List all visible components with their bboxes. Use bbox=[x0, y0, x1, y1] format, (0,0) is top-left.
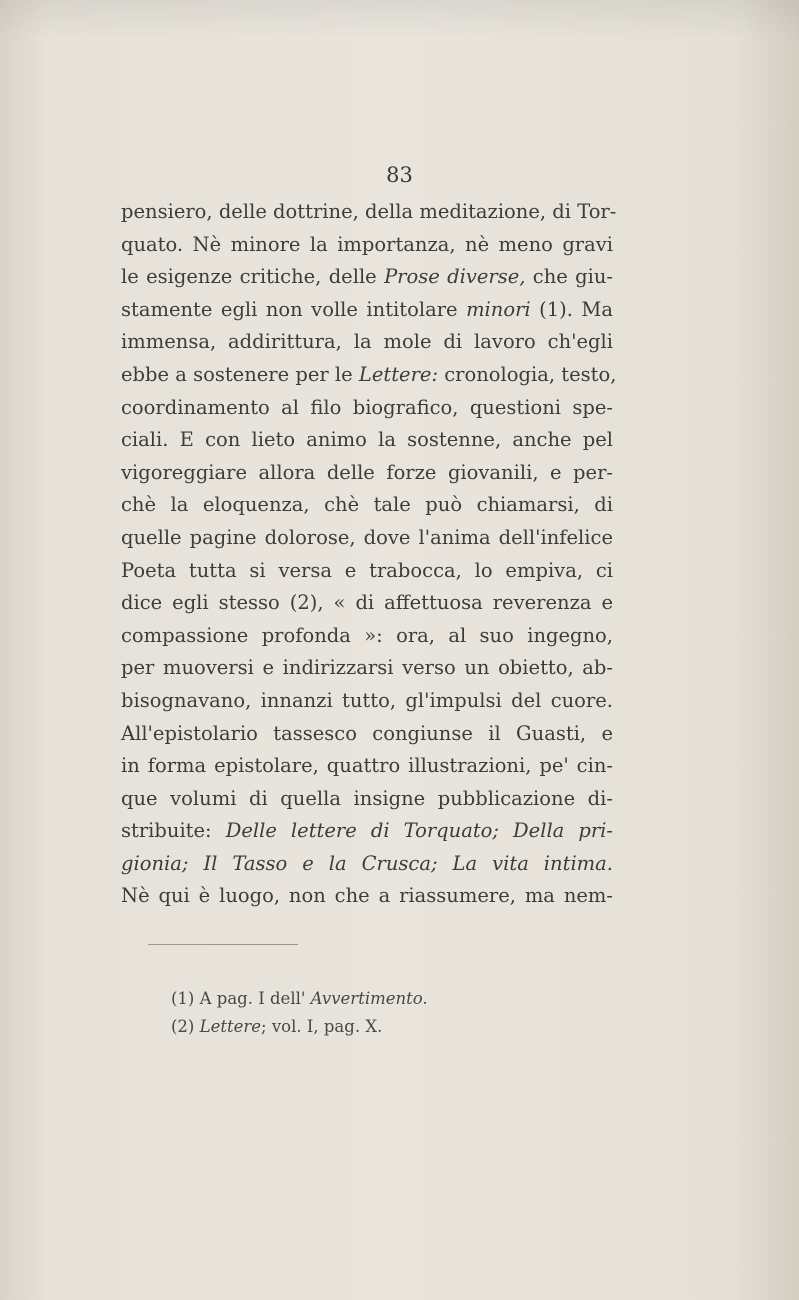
text-line bbox=[121, 652, 613, 685]
text-line bbox=[121, 587, 613, 620]
text-segment: Nè qui è luogo, non che a riassumere, ma nem- bbox=[121, 884, 613, 908]
text-segment: que volumi di quella insigne pubblicazione di- bbox=[121, 786, 613, 810]
footnote-separator bbox=[148, 944, 298, 945]
text-segment: quato. Nè minore la importanza, nè meno gravi bbox=[121, 232, 613, 256]
text-segment: che giu- bbox=[525, 265, 613, 289]
text-line bbox=[121, 392, 613, 425]
text-line bbox=[121, 750, 613, 783]
text-line bbox=[121, 555, 613, 588]
italic-title: minori bbox=[466, 297, 531, 321]
text-line bbox=[121, 848, 613, 881]
text-line bbox=[121, 620, 613, 653]
text-line bbox=[121, 489, 613, 522]
text-line bbox=[121, 815, 613, 848]
text-segment: vigoreggiare allora delle forze giovanili, e per- bbox=[121, 460, 613, 484]
text-segment: Poeta tutta si versa e trabocca, lo empiva, ci bbox=[121, 558, 613, 582]
text-segment: dice egli stesso (2), « di affettuosa reverenza e bbox=[121, 591, 613, 615]
text-segment: ciali. E con lieto animo la sostenne, anche pel bbox=[121, 428, 613, 452]
footnote-italic: Lettere bbox=[199, 1017, 262, 1036]
text-segment: bisognavano, innanzi tutto, gl'impulsi del cuore. bbox=[121, 688, 613, 712]
text-line bbox=[121, 196, 617, 229]
footnote-text: (1) A pag. I dell' bbox=[171, 989, 311, 1008]
text-line bbox=[121, 294, 613, 327]
italic-title: gionia; Il Tasso e la Crusca; La vita intima. bbox=[121, 851, 613, 875]
text-segment: stamente egli non volle intitolare bbox=[121, 297, 467, 321]
text-line bbox=[121, 880, 613, 913]
text-segment: ebbe a sostenere per le bbox=[121, 362, 359, 386]
text-line bbox=[121, 424, 613, 457]
italic-title: Lettere: bbox=[358, 362, 439, 386]
text-line bbox=[121, 261, 613, 294]
text-line bbox=[121, 685, 613, 718]
text-line bbox=[121, 359, 617, 392]
text-segment: le esigenze critiche, delle bbox=[121, 265, 385, 289]
text-segment: compassione profonda »: ora, al suo ingegno, bbox=[121, 623, 613, 647]
footnote-1 bbox=[171, 985, 591, 1013]
text-segment: in forma epistolare, quattro illustrazioni, pe' cin- bbox=[121, 754, 613, 778]
text-line bbox=[121, 457, 613, 490]
text-segment: cronologia, testo, bbox=[438, 362, 617, 386]
text-segment: immensa, addirittura, la mole di lavoro ch'egli bbox=[121, 330, 613, 354]
text-segment: coordinamento al filo biografico, questioni spe- bbox=[121, 395, 613, 419]
text-line bbox=[121, 783, 613, 816]
footnote-text: ; vol. I, pag. X. bbox=[261, 1017, 383, 1036]
footnotes bbox=[171, 985, 591, 1041]
italic-title: Prose diverse, bbox=[384, 265, 526, 289]
page-number: 83 bbox=[386, 163, 413, 187]
italic-title: Delle lettere di Torquato; Della pri- bbox=[225, 819, 613, 843]
text-line bbox=[121, 229, 613, 262]
text-segment: pensiero, delle dottrine, della meditazione, di Tor- bbox=[121, 200, 617, 223]
text-segment: All'epistolario tassesco congiunse il Guasti, e bbox=[121, 721, 613, 745]
text-line bbox=[121, 326, 613, 359]
text-line bbox=[121, 522, 613, 555]
footnote-2 bbox=[171, 1013, 591, 1041]
footnote-text: (2) bbox=[171, 1017, 200, 1036]
text-segment: per muoversi e indirizzarsi verso un obietto, ab- bbox=[121, 656, 613, 680]
text-segment: stribuite: bbox=[121, 819, 226, 843]
footnote-italic: Avvertimento. bbox=[310, 989, 428, 1008]
main-text bbox=[121, 196, 617, 913]
text-segment: (1). Ma bbox=[530, 297, 614, 321]
text-segment: chè la eloquenza, chè tale può chiamarsi, di bbox=[121, 493, 613, 517]
text-line bbox=[121, 718, 613, 751]
text-segment: quelle pagine dolorose, dove l'anima dell'infelice bbox=[121, 525, 613, 549]
